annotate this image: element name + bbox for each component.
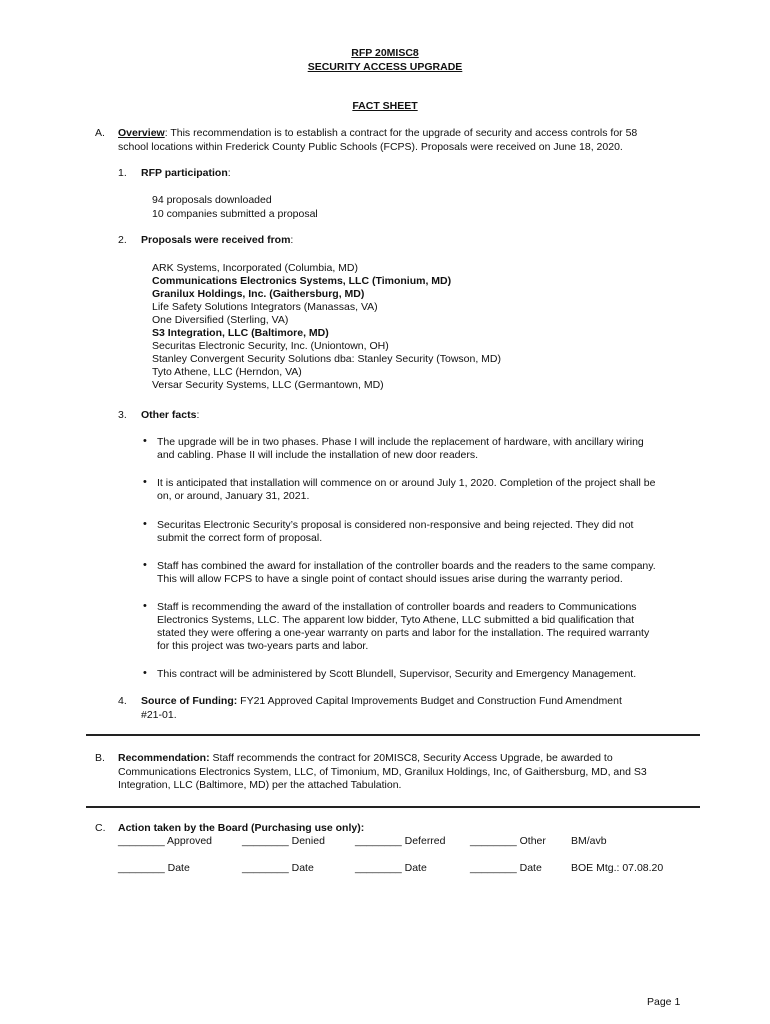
overview-label: Overview	[118, 127, 165, 139]
recommendation-line-3: Integration, LLC (Baltimore, MD) per the attached Tabulation.	[118, 779, 402, 791]
vendor-item: Versar Security Systems, LLC (Germantown, MD)	[152, 379, 384, 391]
item-4-number: 4.	[118, 695, 127, 707]
item-1-heading: RFP participation:	[141, 167, 231, 179]
section-a-letter: A.	[95, 127, 105, 139]
fact-line: stated they were offering a one-year warranty on parts and labor for the installation. The required warranty	[157, 627, 650, 639]
initials-text: BM/avb	[571, 835, 607, 847]
fact-line: Electronics Systems, LLC. The apparent low bidder, Tyto Athene, LLC submitted a bid qualification that	[157, 614, 635, 626]
fact-text	[157, 477, 655, 503]
fact-text	[157, 560, 656, 586]
fact-line: for this project was two-years parts and labor.	[157, 640, 369, 652]
participation-line: 94 proposals downloaded	[152, 194, 272, 206]
bullet-dot: •	[143, 476, 147, 488]
funding-text: FY21 Approved Capital Improvements Budget and Construction Fund Amendment	[237, 695, 622, 707]
fact-line: and cabling. Phase II will include the installation of new door readers.	[157, 449, 479, 461]
fact-line: Securitas Electronic Security’s proposal is considered non-responsive and being rejected. They did not	[157, 519, 634, 531]
project-title: SECURITY ACCESS UPGRADE	[307, 61, 463, 73]
date-field[interactable]: ________ Date	[118, 862, 190, 874]
vendor-item: Communications Electronics Systems, LLC (Timonium, MD)	[152, 275, 452, 287]
fact-line: Staff is recommending the award of the installation of controller boards and readers to Communications	[157, 601, 637, 613]
approved-field[interactable]: ________ Approved	[118, 835, 213, 847]
fact-text	[157, 519, 633, 545]
recommendation-line-1	[118, 752, 613, 765]
other-field[interactable]: ________ Other	[470, 835, 546, 847]
section-c-letter: C.	[95, 822, 106, 834]
recommendation-text-1: Staff recommends the contract for 20MISC8, Security Access Upgrade, be awarded to	[209, 752, 613, 764]
fact-text	[157, 668, 636, 681]
item-2-number: 2.	[118, 234, 127, 246]
bullet-dot: •	[143, 667, 147, 679]
vendor-item: Granilux Holdings, Inc. (Gaithersburg, MD)	[152, 288, 365, 300]
other-facts-label: Other facts	[141, 409, 197, 421]
fact-line: on, or around, January 31, 2021.	[157, 490, 310, 502]
vendor-list	[152, 262, 501, 392]
recommendation-line-2: Communications Electronics System, LLC, of Timonium, MD, Granilux Holdings, Inc, of Gaithersburg, MD, and S3	[118, 766, 647, 778]
item-3-number: 3.	[118, 409, 127, 421]
overview-text-1: : This recommendation is to establish a contract for the upgrade of security and access controls for 58	[164, 127, 638, 139]
denied-field[interactable]: ________ Denied	[242, 835, 325, 847]
section-b-letter: B.	[95, 752, 105, 764]
fact-line: This contract will be administered by Scott Blundell, Supervisor, Security and Emergency Management.	[157, 668, 637, 680]
participation-line: 10 companies submitted a proposal	[152, 208, 318, 220]
vendor-item: Securitas Electronic Security, Inc. (Uniontown, OH)	[152, 340, 389, 352]
funding-line-1	[141, 695, 622, 708]
page-number: Page 1	[647, 996, 681, 1008]
section-divider	[86, 806, 700, 808]
rfp-number: RFP 20MISC8	[351, 47, 419, 59]
bullet-dot: •	[143, 518, 147, 530]
date-field[interactable]: ________ Date	[355, 862, 427, 874]
funding-line-2: #21-01.	[141, 709, 177, 721]
fact-line: It is anticipated that installation will commence on or around July 1, 2020. Completion of the project shall be	[157, 477, 656, 489]
item-2-heading: Proposals were received from:	[141, 234, 294, 246]
doc-type-title: FACT SHEET	[352, 100, 418, 112]
fact-line: This will allow FCPS to have a single point of contact should issues arise during the warranty period.	[157, 573, 623, 585]
fact-text	[157, 436, 644, 462]
fact-line: submit the correct form of proposal.	[157, 532, 323, 544]
deferred-field[interactable]: ________ Deferred	[355, 835, 446, 847]
boe-meeting-date: BOE Mtg.: 07.08.20	[571, 862, 664, 874]
proposals-received-label: Proposals were received from	[141, 234, 291, 246]
bullet-dot: •	[143, 559, 147, 571]
overview-line-2: school locations within Frederick County Public Schools (FCPS). Proposals were received on June 18, 2020.	[118, 141, 623, 153]
fact-line: The upgrade will be in two phases. Phase I will include the replacement of hardware, with ancillary wiring	[157, 436, 644, 448]
date-field[interactable]: ________ Date	[470, 862, 542, 874]
rfp-participation-label: RFP participation	[141, 167, 228, 179]
vendor-item: S3 Integration, LLC (Baltimore, MD)	[152, 327, 329, 339]
item-1-number: 1.	[118, 167, 127, 179]
vendor-item: ARK Systems, Incorporated (Columbia, MD)	[152, 262, 358, 274]
recommendation-label: Recommendation:	[118, 752, 210, 764]
bullet-dot: •	[143, 435, 147, 447]
vendor-item: Life Safety Solutions Integrators (Manassas, VA)	[152, 301, 378, 313]
bullet-dot: •	[143, 600, 147, 612]
overview-line-1	[118, 127, 637, 140]
board-action-label: Action taken by the Board (Purchasing use only):	[118, 822, 365, 834]
date-field[interactable]: ________ Date	[242, 862, 314, 874]
funding-label: Source of Funding:	[141, 695, 238, 707]
section-divider	[86, 734, 700, 736]
vendor-item: One Diversified (Sterling, VA)	[152, 314, 289, 326]
vendor-item: Stanley Convergent Security Solutions dba: Stanley Security (Towson, MD)	[152, 353, 501, 365]
vendor-item: Tyto Athene, LLC (Herndon, VA)	[152, 366, 302, 378]
item-3-heading: Other facts:	[141, 409, 200, 421]
fact-line: Staff has combined the award for installation of the controller boards and the readers to the same company.	[157, 560, 656, 572]
fact-text	[157, 601, 649, 653]
